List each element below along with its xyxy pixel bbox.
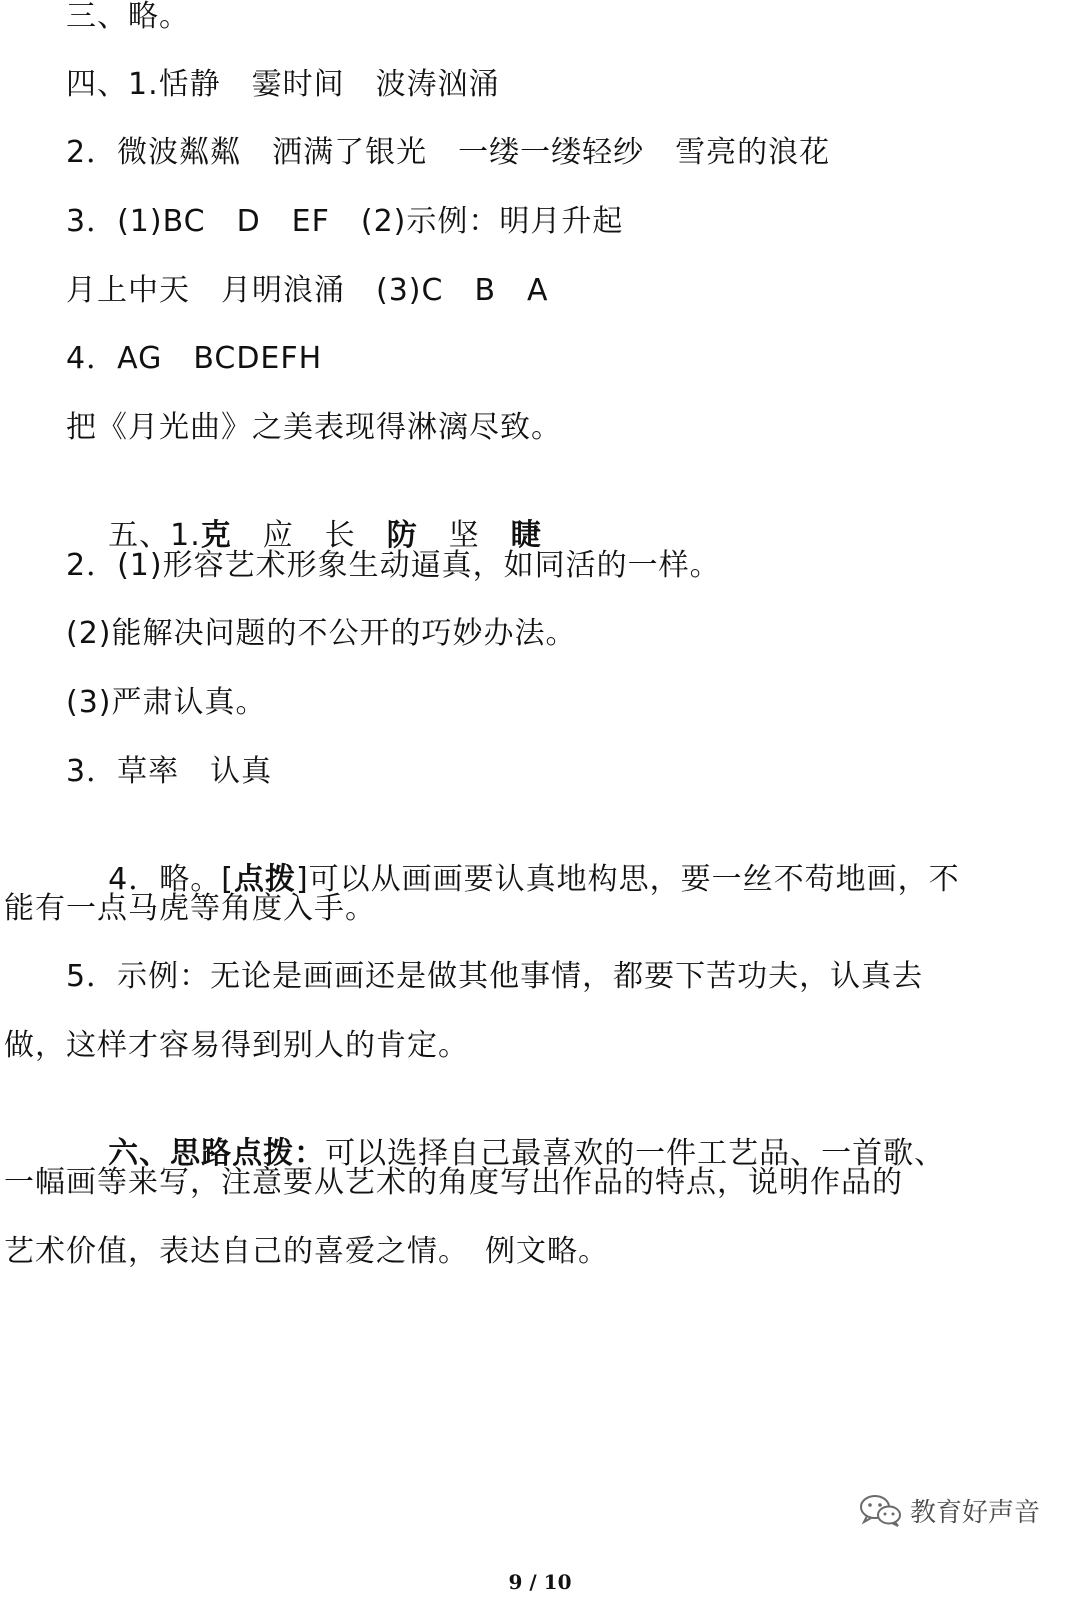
page-number: 9 / 10 bbox=[508, 1570, 572, 1594]
section6-label: 六、思路点拨： bbox=[108, 1136, 326, 1171]
section5-char-3: 长 bbox=[324, 518, 356, 553]
answer-line-4-2: 2．微波粼粼 洒满了银光 一缕一缕轻纱 雪亮的浪花 bbox=[66, 135, 831, 170]
section5-prefix: 五、1. bbox=[108, 518, 201, 553]
watermark bbox=[858, 1488, 1040, 1532]
answer-line-5-2-b: (2)能解决问题的不公开的巧妙办法。 bbox=[66, 616, 577, 651]
item4-rest: ]可以从画画要认真地构思，要一丝不苟地画，不 bbox=[295, 862, 960, 897]
answer-line-3: 三、略。 bbox=[66, 0, 190, 34]
answer-line-4-1: 四、1.恬静 霎时间 波涛汹涌 bbox=[66, 67, 500, 102]
wechat-icon bbox=[858, 1492, 902, 1528]
answer-line-6-cont-2: 艺术价值，表达自己的喜爱之情。 例文略。 bbox=[4, 1234, 609, 1269]
item4-prefix: 4．略。[ bbox=[108, 862, 234, 897]
section6-rest: 可以选择自己最喜欢的一件工艺品、一首歌、 bbox=[325, 1136, 946, 1171]
answer-line-5-2: 2．(1)形容艺术形象生动逼真，如同活的一样。 bbox=[66, 548, 721, 583]
section5-char-6: 睫 bbox=[510, 518, 542, 553]
section5-char-2: 应 bbox=[262, 518, 294, 553]
answer-line-5-5-cont: 做，这样才容易得到别人的肯定。 bbox=[4, 1028, 469, 1063]
watermark-text: 教育好声音 bbox=[910, 1497, 1041, 1528]
section5-char-5: 坚 bbox=[448, 518, 480, 553]
answer-line-5-3: 3．草率 认真 bbox=[66, 754, 273, 789]
answer-line-6-cont: 一幅画等来写，注意要从艺术的角度写出作品的特点，说明作品的 bbox=[4, 1165, 903, 1200]
answer-line-5-2-c: (3)严肃认真。 bbox=[66, 685, 267, 720]
answer-line-4-4: 4．AG BCDEFH bbox=[66, 341, 323, 376]
answer-line-5-4-cont: 能有一点马虎等角度入手。 bbox=[4, 891, 376, 926]
answer-line-4-3-cont: 月上中天 月明浪涌 (3)C B A bbox=[66, 273, 549, 308]
section5-char-4: 防 bbox=[386, 518, 418, 553]
answer-line-4-4-cont: 把《月光曲》之美表现得淋漓尽致。 bbox=[66, 410, 562, 445]
answer-line-5-5: 5．示例：无论是画画还是做其他事情，都要下苦功夫，认真去 bbox=[66, 959, 924, 994]
item4-tag: 点拨 bbox=[233, 862, 296, 897]
section5-char-1: 克 bbox=[200, 518, 232, 553]
answer-line-4-3: 3．(1)BC D EF (2)示例：明月升起 bbox=[66, 204, 624, 239]
